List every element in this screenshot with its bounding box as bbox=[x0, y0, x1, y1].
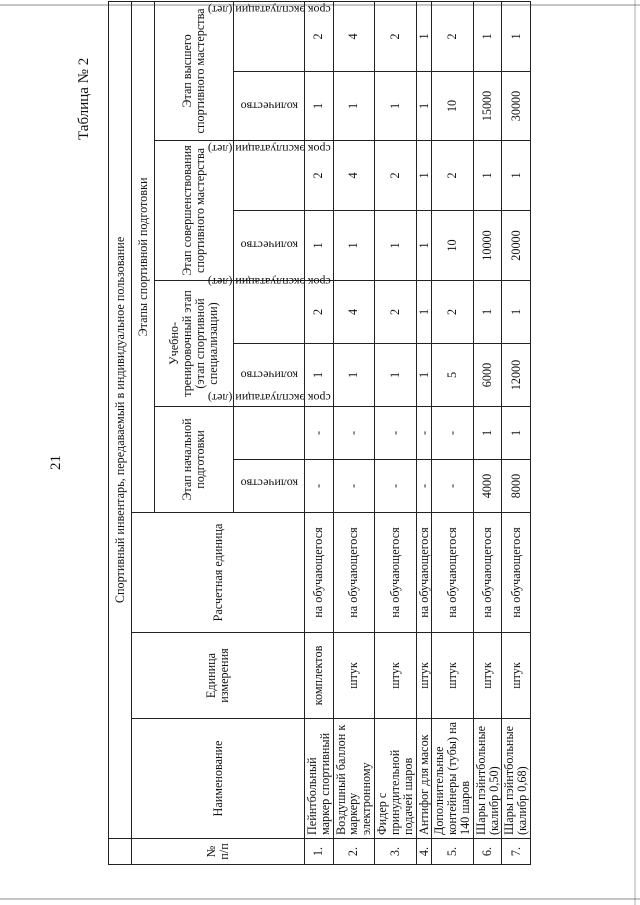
table-row bbox=[375, 1, 416, 864]
inventory-table bbox=[108, 1, 531, 865]
table-row bbox=[432, 1, 473, 864]
row-name: Дополнительные контейнеры (тубы) на 140 шаров bbox=[432, 719, 473, 839]
header-stage-4-qty: количество bbox=[234, 72, 305, 141]
row-qty: - bbox=[416, 460, 432, 513]
row-life: 1 bbox=[502, 407, 531, 460]
row-qty: 1 bbox=[333, 72, 374, 141]
row-life: 1 bbox=[416, 281, 432, 344]
row-name: Антифог для масок bbox=[416, 719, 432, 839]
row-unit: штук bbox=[473, 633, 502, 719]
row-life: 1 bbox=[416, 141, 432, 211]
row-number: 4. bbox=[416, 839, 432, 865]
row-qty: 20000 bbox=[502, 211, 531, 281]
row-unit: комплектов bbox=[305, 633, 334, 719]
row-life: 2 bbox=[432, 141, 473, 211]
header-calc: Расчетная единица bbox=[132, 513, 305, 633]
table-row bbox=[305, 1, 334, 864]
row-life: 2 bbox=[375, 281, 416, 344]
row-life: 2 bbox=[305, 281, 334, 344]
row-qty: 4000 bbox=[473, 460, 502, 513]
header-stage-4-life: срок эксплуатации (лет) bbox=[234, 1, 305, 71]
row-number: 6. bbox=[473, 839, 502, 865]
row-unit: штук bbox=[375, 633, 416, 719]
row-life: 2 bbox=[305, 141, 334, 211]
row-life: 1 bbox=[416, 1, 432, 71]
table-row bbox=[333, 1, 374, 864]
row-calc: на обучающегося bbox=[432, 513, 473, 633]
row-name: Шары пэйнтбольные (калибр 0,50) bbox=[473, 719, 502, 839]
row-life: 4 bbox=[333, 281, 374, 344]
row-qty: 1 bbox=[305, 72, 334, 141]
row-qty: 1 bbox=[416, 344, 432, 407]
row-qty: 1 bbox=[305, 344, 334, 407]
row-life: - bbox=[432, 407, 473, 460]
row-life: 1 bbox=[502, 141, 531, 211]
header-unit: Единица измерения bbox=[132, 633, 305, 719]
row-name: Фидер с принудительной подачей шаров bbox=[375, 719, 416, 839]
row-life: - bbox=[333, 407, 374, 460]
header-stage-3-qty: количество bbox=[234, 211, 305, 281]
row-number: 5. bbox=[432, 839, 473, 865]
row-life: 1 bbox=[473, 1, 502, 71]
row-calc: на обучающегося bbox=[416, 513, 432, 633]
row-name: Воздушный баллон к маркеру электронному bbox=[333, 719, 374, 839]
page-number: 21 bbox=[48, 455, 64, 470]
row-qty: 10000 bbox=[473, 211, 502, 281]
row-number: 1. bbox=[305, 839, 334, 865]
row-life: 2 bbox=[432, 281, 473, 344]
row-qty: 15000 bbox=[473, 72, 502, 141]
row-qty: 1 bbox=[416, 211, 432, 281]
title-spacer-cell bbox=[109, 839, 132, 865]
row-qty: 12000 bbox=[502, 344, 531, 407]
header-stage-1-life: срок эксплуатации (лет) bbox=[234, 407, 305, 460]
header-row-1 bbox=[132, 1, 155, 864]
row-name: Шары пэйнтбольные (калибр 0,68) bbox=[502, 719, 531, 839]
row-qty: 5 bbox=[432, 344, 473, 407]
table-row bbox=[502, 1, 531, 864]
row-name: Пейнтбольный маркер спортивный bbox=[305, 719, 334, 839]
row-life: 1 bbox=[473, 407, 502, 460]
table-row bbox=[416, 1, 432, 864]
row-qty: 1 bbox=[375, 344, 416, 407]
row-unit: штук bbox=[416, 633, 432, 719]
row-qty: - bbox=[375, 460, 416, 513]
row-qty: 1 bbox=[416, 72, 432, 141]
table-body bbox=[305, 1, 531, 864]
header-stage-1: Этап начальной подготовки bbox=[155, 407, 234, 513]
row-number: 3. bbox=[375, 839, 416, 865]
row-qty: 1 bbox=[375, 211, 416, 281]
row-life: 1 bbox=[473, 141, 502, 211]
row-qty: 1 bbox=[333, 344, 374, 407]
row-calc: на обучающегося bbox=[375, 513, 416, 633]
row-unit: штук bbox=[333, 633, 374, 719]
header-num: № п/п bbox=[132, 839, 305, 865]
row-unit: штук bbox=[432, 633, 473, 719]
row-qty: 10 bbox=[432, 211, 473, 281]
header-stage-2-life: срок эксплуатации (лет) bbox=[234, 281, 305, 344]
table-row bbox=[473, 1, 502, 864]
header-stage-3-life: срок эксплуатации (лет) bbox=[234, 141, 305, 211]
row-life: 1 bbox=[502, 281, 531, 344]
header-stage-1-qty: количество bbox=[234, 460, 305, 513]
header-stage-2: Учебно-тренировочный этап (этап спортивной специализации) bbox=[155, 281, 234, 407]
row-qty: 6000 bbox=[473, 344, 502, 407]
table-caption: Таблица № 2 bbox=[76, 57, 92, 140]
row-number: 2. bbox=[333, 839, 374, 865]
row-life: 2 bbox=[432, 1, 473, 71]
row-life: 2 bbox=[375, 1, 416, 71]
row-qty: 30000 bbox=[502, 72, 531, 141]
header-stage-4: Этап высшего спортивного мастерства bbox=[155, 1, 234, 140]
row-qty: 1 bbox=[305, 211, 334, 281]
row-qty: - bbox=[432, 460, 473, 513]
row-calc: на обучающегося bbox=[473, 513, 502, 633]
header-stage-2-qty: количество bbox=[234, 344, 305, 407]
header-name: Наименование bbox=[132, 719, 305, 839]
row-life: 4 bbox=[333, 141, 374, 211]
row-life: 4 bbox=[333, 1, 374, 71]
row-qty: 8000 bbox=[502, 460, 531, 513]
row-number: 7. bbox=[502, 839, 531, 865]
row-life: 1 bbox=[473, 281, 502, 344]
header-stages-group: Этапы спортивной подготовки bbox=[132, 1, 155, 512]
row-qty: - bbox=[305, 460, 334, 513]
table-title-row bbox=[109, 1, 132, 864]
row-life: - bbox=[305, 407, 334, 460]
row-qty: 1 bbox=[333, 211, 374, 281]
row-life: 2 bbox=[305, 1, 334, 71]
row-qty: 10 bbox=[432, 72, 473, 141]
row-life: 2 bbox=[375, 141, 416, 211]
row-calc: на обучающегося bbox=[502, 513, 531, 633]
row-life: - bbox=[375, 407, 416, 460]
row-qty: - bbox=[333, 460, 374, 513]
row-unit: штук bbox=[502, 633, 531, 719]
row-life: - bbox=[416, 407, 432, 460]
row-qty: 1 bbox=[375, 72, 416, 141]
table-title: Спортивный инвентарь, передаваемый в индивидуальное пользование bbox=[109, 1, 132, 838]
header-stage-3: Этап совершенствования спортивного мастерства bbox=[155, 141, 234, 281]
row-calc: на обучающегося bbox=[305, 513, 334, 633]
row-life: 1 bbox=[502, 1, 531, 71]
row-calc: на обучающегося bbox=[333, 513, 374, 633]
